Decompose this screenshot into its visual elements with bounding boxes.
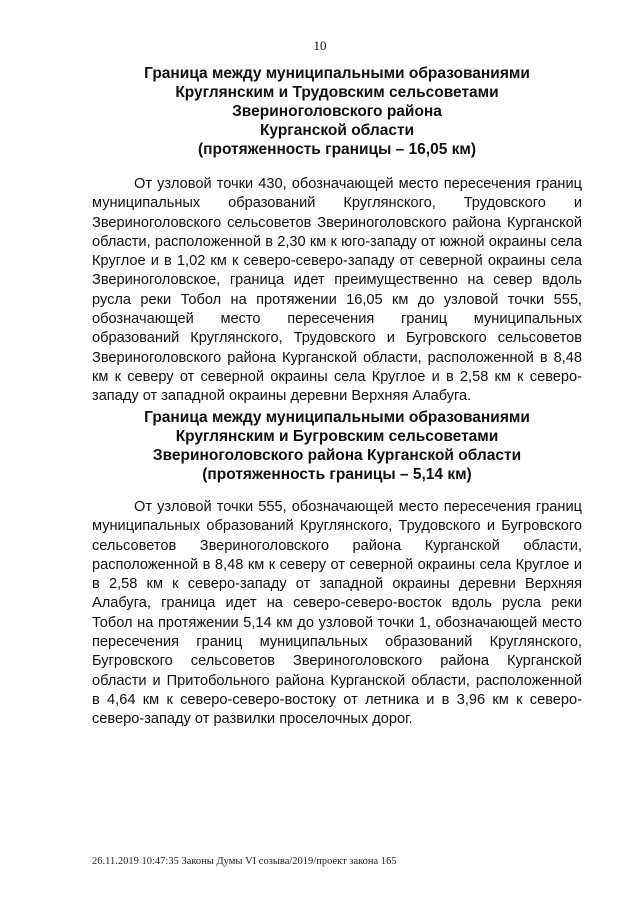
heading-line: Звериноголовского района <box>232 103 442 120</box>
section-heading <box>92 408 582 484</box>
heading-line: (протяженность границы – 5,14 км) <box>202 466 472 483</box>
footer-stamp: 26.11.2019 10:47:35 Законы Думы VI созыва/2019/проект закона 165 <box>92 856 397 867</box>
section-paragraph: От узловой точки 555, обозначающей место пересечения границ муниципальных образований Круглянского, Трудовского и Бугровского сельсоветов Звериноголовского района Курганской области, расположенной в 8,48 км к северу от северной окраины села Круглое и в 2,58 км к северо-западу от западной окраины деревни Верхняя Алабуга, граница идет на северо-северо-восток вдоль русла реки Тобол на протяжении 5,14 км до узловой точки 1, обозначающей место пересечения границ муниципальных образований Круглянского, Бугровского сельсоветов Звериноголовского района Курганской области и Притобольного района Курганской области, расположенной в 4,64 км к северо-северо-востоку от летника и в 3,96 км к северо-северо-западу от развилки проселочных дорог. <box>92 499 582 728</box>
heading-line: Круглянским и Трудовским сельсоветами <box>175 84 499 101</box>
boundary-section-kruglyanskiy-trudovskiy <box>92 64 582 407</box>
section-paragraph: От узловой точки 430, обозначающей место пересечения границ муниципальных образований Круглянского, Трудовского и Звериноголовского сельсоветов Звериноголовского района Курганской области, расположенной в 2,30 км к юго-западу от южной окраины села Круглое и в 1,02 км к северо-северо-западу от северной окраины села Звериноголовское, граница идет преимущественно на север вдоль русла реки Тобол на протяжении 16,05 км до узловой точки 555, обозначающей место пересечения границ муниципальных образований Круглянского, Трудовского и Бугровского сельсоветов Звериноголовского района Курганской области, расположенной в 8,48 км к северу от северной окраины села Круглое и в 2,58 км к северо-западу от западной окраины деревни Верхняя Алабуга. <box>92 176 582 405</box>
section-heading <box>92 64 582 159</box>
heading-line: Граница между муниципальными образованиями <box>144 409 530 426</box>
heading-line: Звериноголовского района Курганской области <box>152 447 522 464</box>
heading-line: Граница между муниципальными образованиями <box>144 65 530 82</box>
heading-line: Курганской области <box>259 122 415 139</box>
page-number: 10 <box>313 38 327 53</box>
heading-line: (протяженность границы – 16,05 км) <box>197 141 477 158</box>
boundary-section-kruglyanskiy-bugrovskiy <box>92 408 582 730</box>
heading-line: Круглянским и Бугровским сельсоветами <box>175 428 499 445</box>
